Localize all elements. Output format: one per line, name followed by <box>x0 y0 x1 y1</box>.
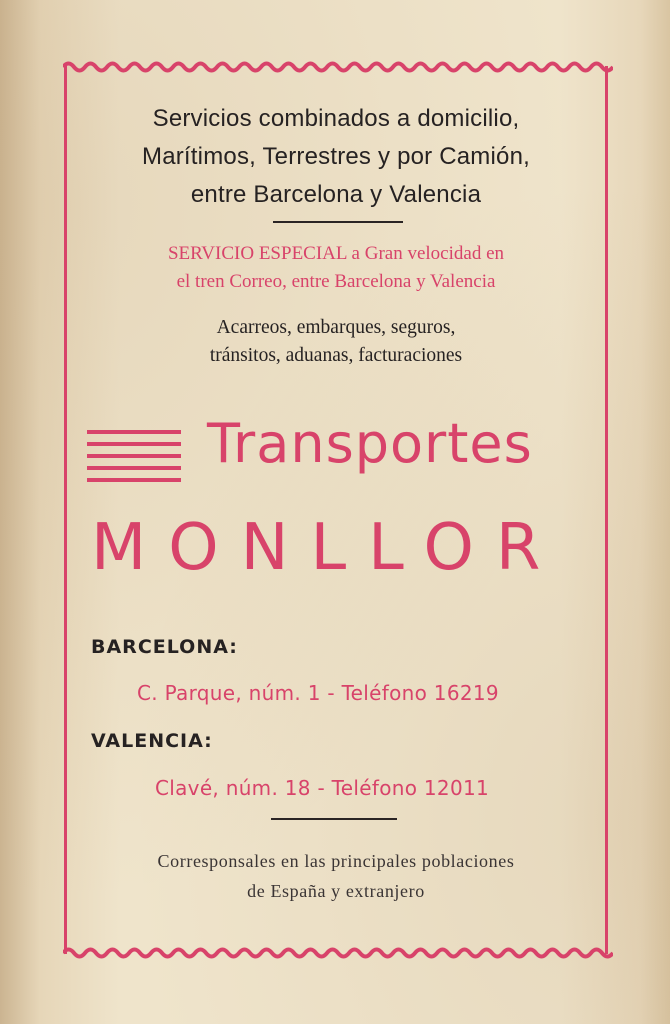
headline <box>67 100 605 214</box>
advertisement-frame <box>64 66 608 954</box>
wavy-border-top <box>63 60 613 74</box>
valencia-address: Clavé, núm. 18 - Teléfono 12011 <box>155 776 490 800</box>
barcelona-label: BARCELONA: <box>91 636 238 658</box>
services-line-1: Acarreos, embarques, seguros, <box>216 317 456 338</box>
special-line-1: SERVICIO ESPECIAL a Gran velocidad en <box>167 243 505 264</box>
headline-line-3: entre Barcelona y Valencia <box>190 181 482 208</box>
headline-line-1: Servicios combinados a domicilio, <box>152 105 520 132</box>
services-line-2: tránsitos, aduanas, facturaciones <box>209 345 463 366</box>
divider-rule-top <box>273 221 403 223</box>
divider-rule-bottom <box>271 818 397 820</box>
services-list <box>67 314 605 370</box>
footer-line-1: Corresponsales en las principales poblaciones <box>157 851 515 871</box>
brand-word-monllor: MONLLOR <box>91 511 563 585</box>
brand-word-transportes: Transportes <box>207 412 533 475</box>
speed-lines-icon <box>87 430 181 482</box>
valencia-label: VALENCIA: <box>91 730 213 752</box>
special-service-notice <box>67 240 605 296</box>
barcelona-address: C. Parque, núm. 1 - Teléfono 16219 <box>137 681 499 705</box>
wavy-border-bottom <box>63 946 613 960</box>
correspondents-note <box>67 846 605 906</box>
headline-line-2: Marítimos, Terrestres y por Camión, <box>142 143 530 170</box>
footer-line-2: de España y extranjero <box>247 881 425 901</box>
special-line-2: el tren Correo, entre Barcelona y Valencia <box>176 271 496 292</box>
